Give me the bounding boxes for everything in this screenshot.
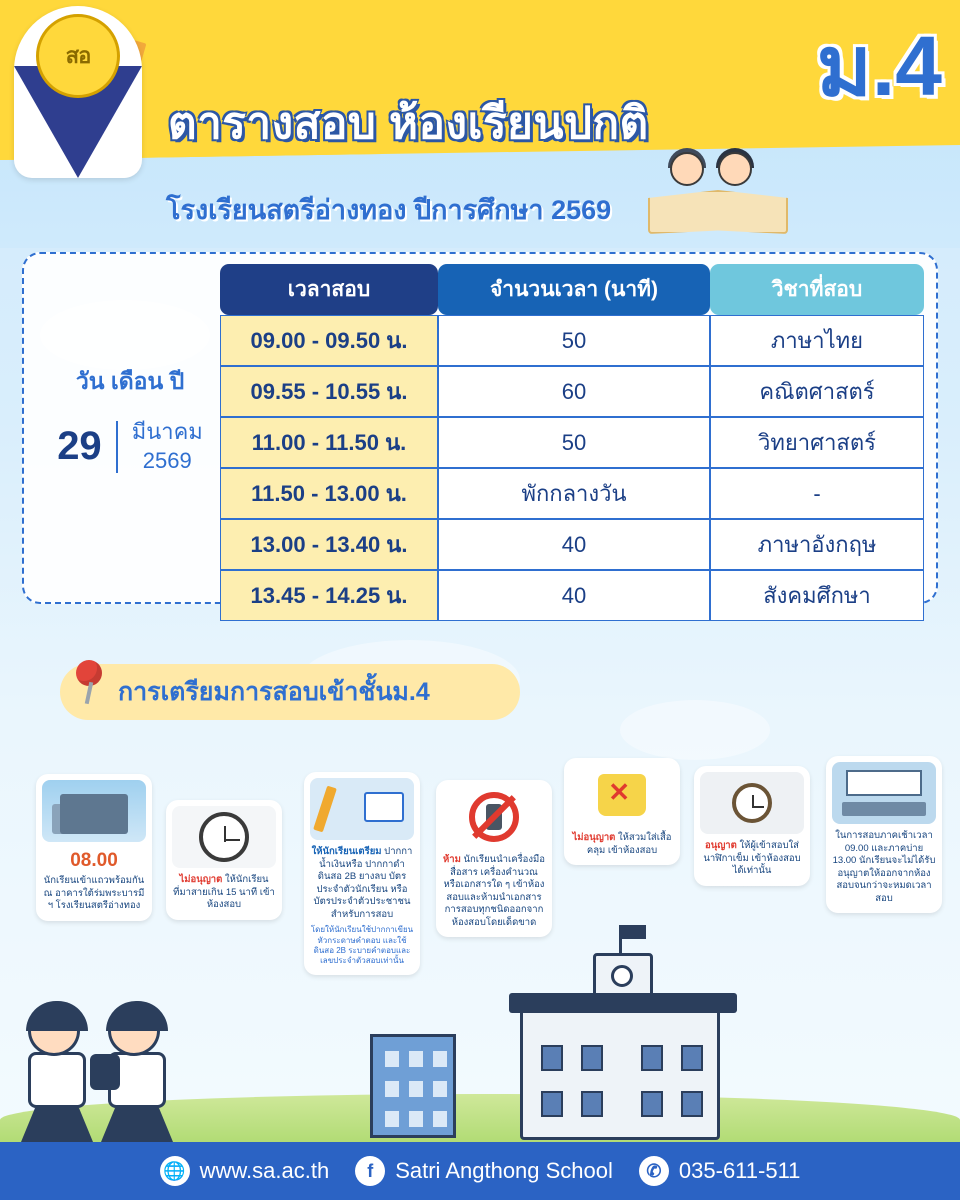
cell-time: 13.45 - 14.25 น. <box>220 570 438 621</box>
prep-card-highlight: อนุญาต <box>705 840 737 851</box>
table-header-row <box>220 264 924 315</box>
cell-duration: 40 <box>438 519 710 570</box>
prep-card-text: ปากกาน้ำเงินหรือ ปากกาดำ ดินสอ 2B ยางลบ บัตรประจำตัวนักเรียน หรือบัตรประจำตัวประชาชน สำหรับการสอบ <box>313 846 413 920</box>
prep-card-late <box>166 800 282 920</box>
school-logo <box>14 6 142 178</box>
cell-time: 11.50 - 13.00 น. <box>220 468 438 519</box>
date-column-label: วัน เดือน ปี <box>75 368 185 394</box>
cell-duration: 50 <box>438 315 710 366</box>
school-seal-mono: สอ <box>65 43 91 69</box>
student-illustration <box>28 1006 93 1142</box>
cell-subject: - <box>710 468 924 519</box>
phone-icon: ✆ <box>639 1156 669 1186</box>
prep-card-highlight: ให้นักเรียนเตรียม <box>311 846 382 857</box>
footer-facebook[interactable] <box>355 1156 613 1186</box>
prep-card-materials <box>304 772 420 975</box>
no-jacket-icon: ✕ <box>570 764 674 826</box>
pencil-id-card-icon <box>310 778 414 840</box>
student-illustration <box>108 1006 173 1142</box>
exam-day-number: 29 <box>57 424 102 469</box>
header <box>0 0 960 248</box>
footer-website-label: www.sa.ac.th <box>199 1158 330 1183</box>
prep-card-highlight: ไม่อนุญาต <box>179 874 223 885</box>
cell-subject: สังคมศึกษา <box>710 570 924 621</box>
cell-duration: พักกลางวัน <box>438 468 710 519</box>
footer-website[interactable] <box>160 1156 330 1186</box>
table-row <box>220 519 924 570</box>
pushpin-icon <box>72 660 106 704</box>
prep-card-highlight: ไม่อนุญาต <box>572 832 616 843</box>
grade-badge: ม.4 <box>816 19 942 113</box>
school-building-icon <box>42 780 146 842</box>
page-title: ตารางสอบ ห้องเรียนปกติ <box>168 99 649 148</box>
cell-time: 09.00 - 09.50 น. <box>220 315 438 366</box>
column-header-subject: วิชาที่สอบ <box>710 264 924 315</box>
exam-schedule-table <box>220 264 924 621</box>
column-header-duration: จำนวนเวลา (นาที) <box>438 264 710 315</box>
footer <box>0 1142 960 1200</box>
prep-card-text: ให้นักเรียนที่มาสายเกิน 15 นาที เข้าห้องสอบ <box>173 874 275 911</box>
footer-facebook-label: Satri Angthong School <box>395 1158 613 1183</box>
footer-phone[interactable] <box>639 1156 801 1186</box>
table-row <box>220 417 924 468</box>
cell-duration: 60 <box>438 366 710 417</box>
prep-card-no-jacket <box>564 758 680 865</box>
date-divider <box>116 421 118 473</box>
cell-subject: ภาษาไทย <box>710 315 924 366</box>
page-subtitle: โรงเรียนสตรีอ่างทอง ปีการศึกษา 2569 <box>166 195 612 225</box>
column-header-time: เวลาสอบ <box>220 264 438 315</box>
cell-duration: 40 <box>438 570 710 621</box>
prep-card-exam-room <box>826 756 942 913</box>
prep-card-no-devices <box>436 780 552 937</box>
globe-icon: 🌐 <box>160 1156 190 1186</box>
prep-card-assembly <box>36 774 152 921</box>
prep-card-text: นักเรียนนำเครื่องมือสื่อสาร เครื่องคำนวณ หรือเอกสารใด ๆ เข้าห้องสอบและห้ามนำเอกสารการสอบทุกชนิดออกจากห้องสอบโดยเด็ดขาด <box>443 854 545 928</box>
prep-card-text: ให้ผู้เข้าสอบใส่นาฬิกาเข็ม เข้าห้องสอบได้เท่านั้น <box>703 840 801 877</box>
cell-subject: คณิตศาสตร์ <box>710 366 924 417</box>
table-row <box>220 315 924 366</box>
cell-subject: วิทยาศาสตร์ <box>710 417 924 468</box>
exam-date-column <box>34 364 226 475</box>
footer-phone-label: 035-611-511 <box>678 1158 801 1183</box>
table-row <box>220 570 924 621</box>
side-building-illustration <box>370 1034 456 1138</box>
exam-room-icon <box>832 762 936 824</box>
prep-cards <box>18 748 944 988</box>
prep-card-highlight: ห้าม <box>442 854 461 865</box>
students-reading-illustration <box>640 140 800 240</box>
schedule-card <box>22 252 938 608</box>
cell-time: 11.00 - 11.50 น. <box>220 417 438 468</box>
table-row <box>220 366 924 417</box>
prep-card-watch <box>694 766 810 886</box>
cell-subject: ภาษาอังกฤษ <box>710 519 924 570</box>
cell-time: 13.00 - 13.40 น. <box>220 519 438 570</box>
prep-card-time: 08.00 <box>70 850 118 871</box>
school-seal-icon <box>36 14 120 98</box>
prep-card-text: นักเรียนเข้าแถวพร้อมกัน ณ อาคารใต้ร่มพระบารมี ฯ โรงเรียนสตรีอ่างทอง <box>43 875 145 912</box>
prep-banner-label: การเตรียมการสอบเข้าชั้นม.4 <box>118 678 430 706</box>
cell-time: 09.55 - 10.55 น. <box>220 366 438 417</box>
clock-icon <box>172 806 276 868</box>
prep-section-banner <box>60 664 520 720</box>
prep-card-text: ในการสอบภาคเช้าเวลา 09.00 และภาคบ่าย 13.00 นักเรียนจะไม่ได้รับอนุญาตให้ออกจากห้องสอบจนกว่าจะหมดเวลาสอบ <box>832 830 936 904</box>
prep-card-note: โดยให้นักเรียนใช้ปากกาเขียนหัวกระดาษคำตอบ และใช้ดินสอ 2B ระบายคำตอบและเลขประจำตัวสอบเท่านั้น <box>310 925 414 966</box>
exam-year: 2569 <box>142 447 192 473</box>
prep-card-text: ให้สวมใส่เสื้อคลุม เข้าห้องสอบ <box>586 832 672 856</box>
cell-duration: 50 <box>438 417 710 468</box>
exam-month: มีนาคม <box>131 419 203 444</box>
table-row <box>220 468 924 519</box>
watch-icon <box>700 772 804 834</box>
no-phone-icon <box>442 786 546 848</box>
facebook-icon: f <box>355 1156 385 1186</box>
school-building-illustration <box>520 1008 720 1140</box>
